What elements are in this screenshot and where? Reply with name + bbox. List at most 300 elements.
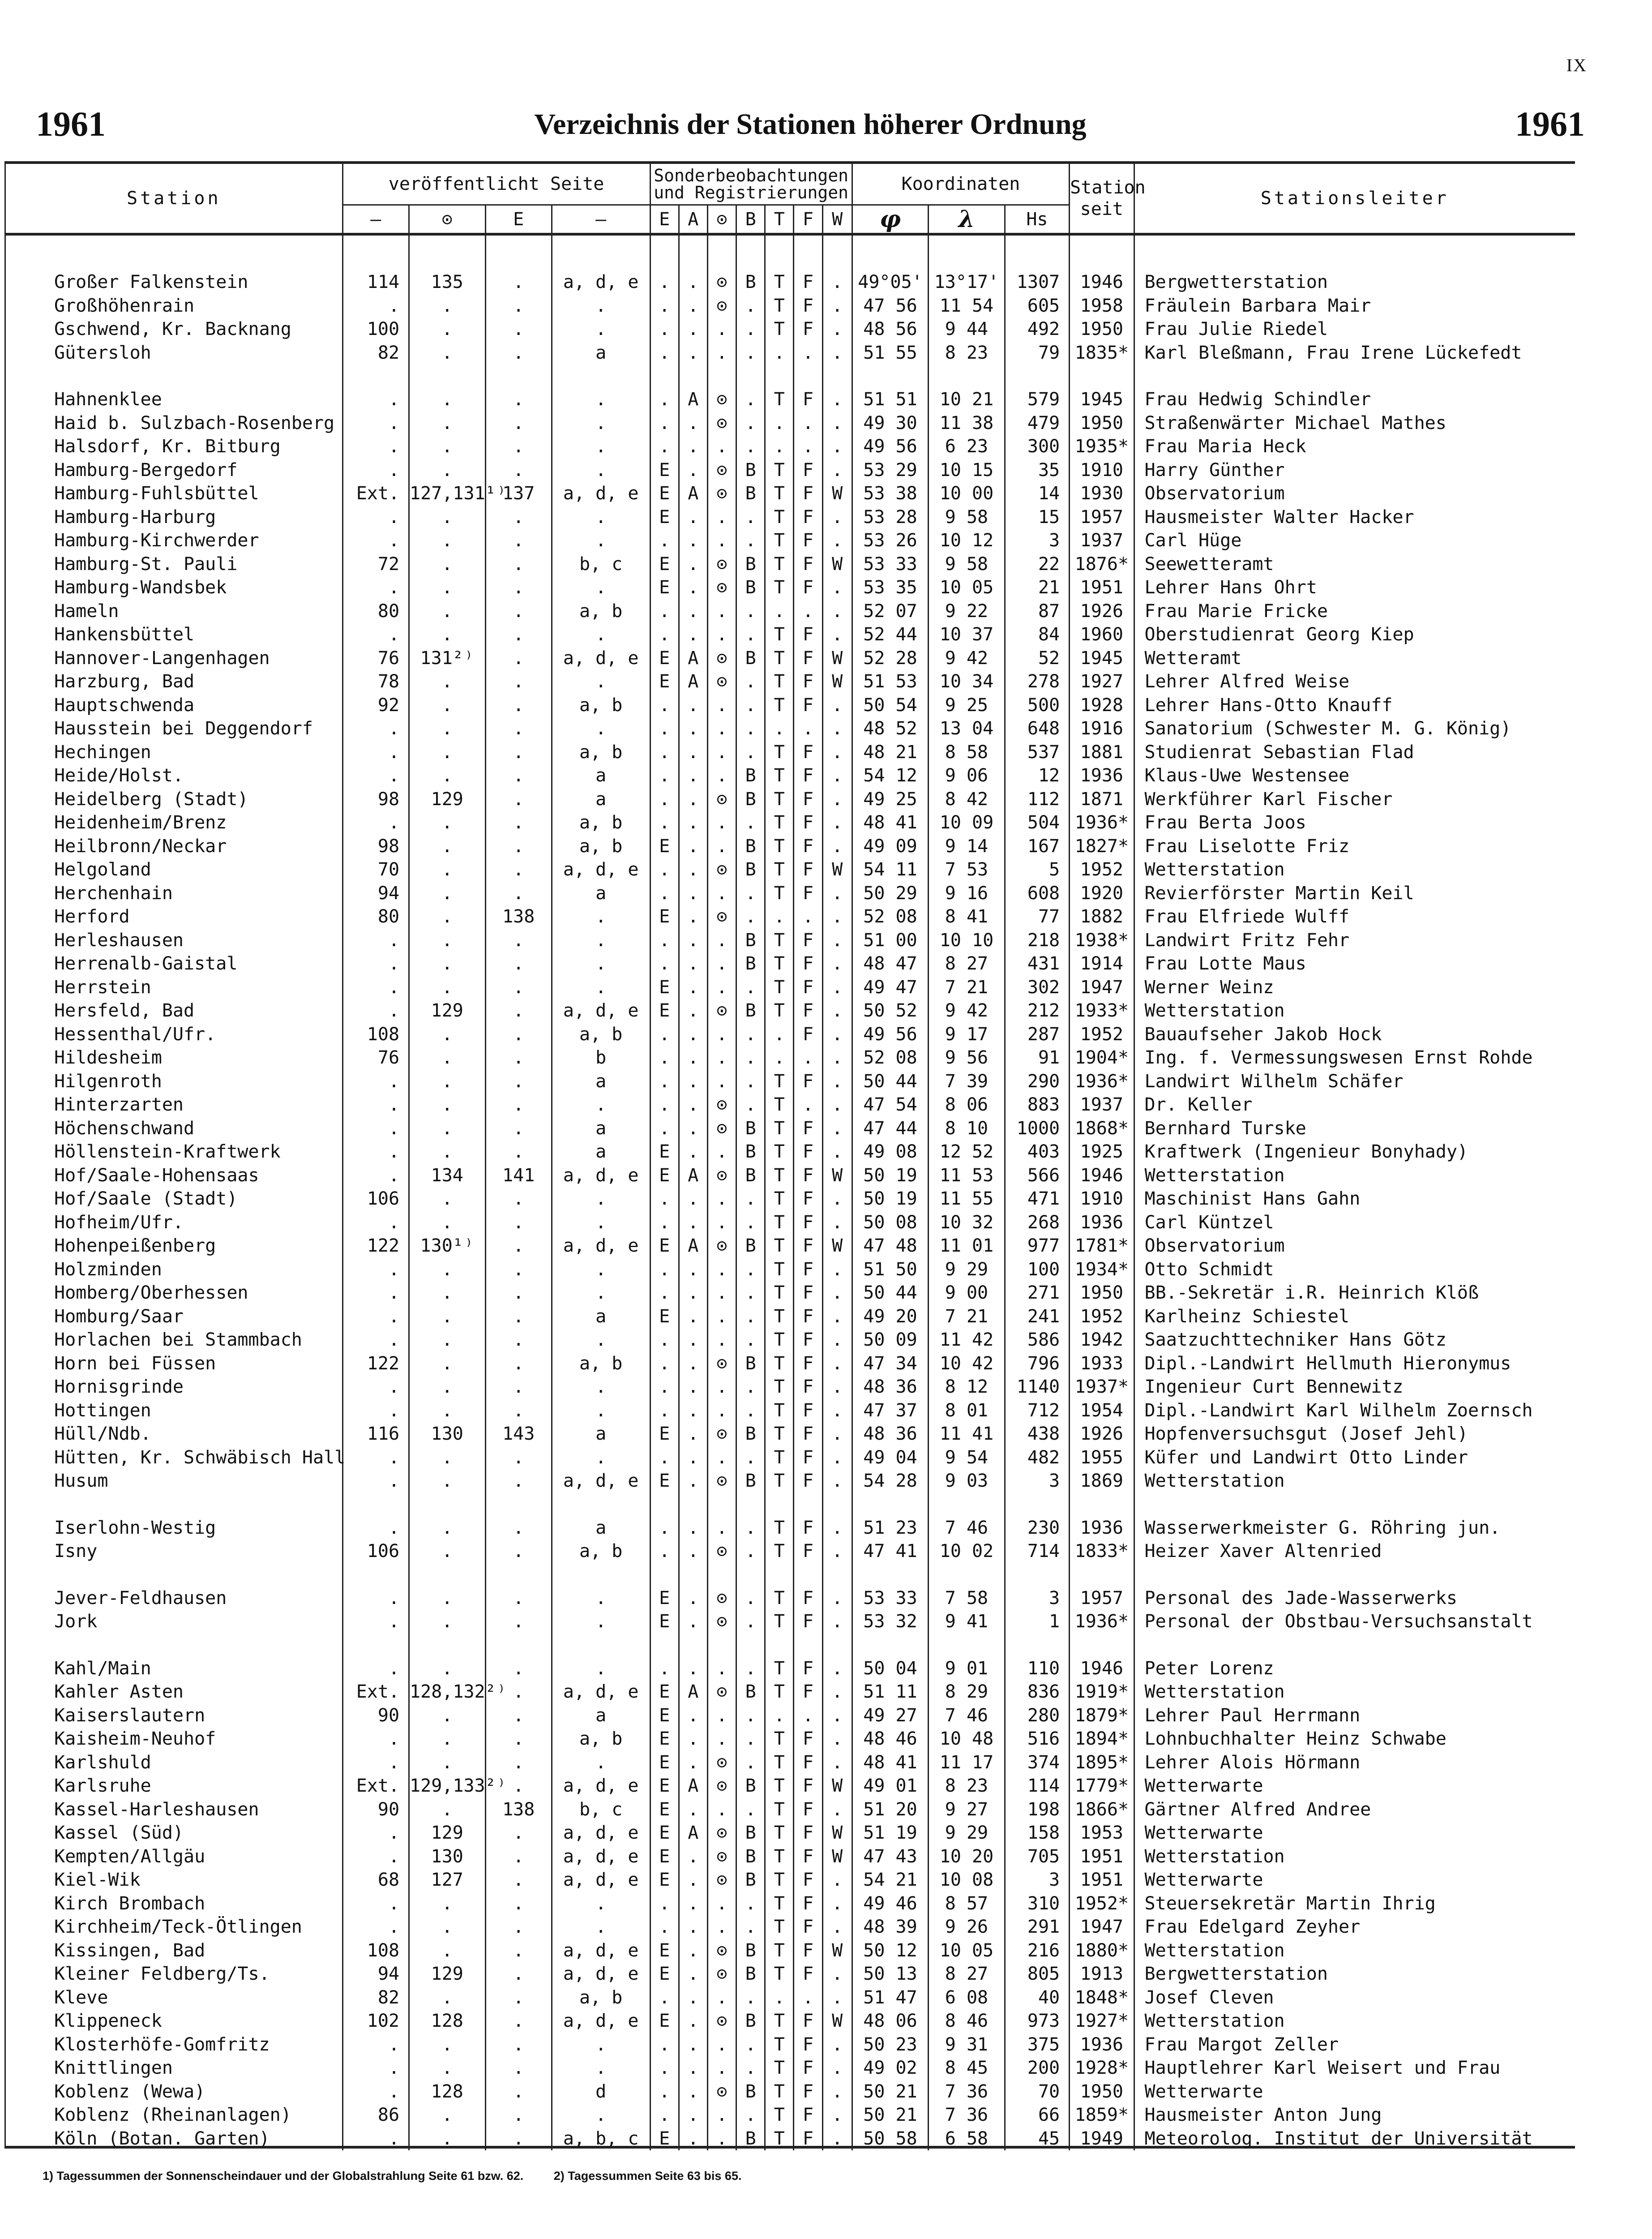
cell: . <box>679 2127 707 2151</box>
cell: . <box>736 1046 765 1070</box>
cell: B <box>736 1821 765 1845</box>
station-leader: Hopfenversuchsgut (Josef Jehl) <box>1144 1424 1468 1444</box>
cell: . <box>679 2033 707 2057</box>
cell: a, d, e <box>552 1234 650 1258</box>
cell: . <box>485 1986 552 2010</box>
cell: 302 <box>1005 976 1069 999</box>
cell: B <box>736 1422 765 1446</box>
cell: F <box>794 506 822 529</box>
cell: . <box>409 1892 485 1916</box>
cell: 1876* <box>1070 553 1134 576</box>
cell: . <box>409 1281 485 1305</box>
cell: . <box>765 1023 794 1047</box>
cell: . <box>822 623 852 647</box>
cell: . <box>409 2127 485 2151</box>
cell: . <box>650 1046 679 1070</box>
cell: . <box>650 858 679 882</box>
cell: . <box>342 2033 409 2057</box>
cell: F <box>794 1587 822 1610</box>
cell: ⊙ <box>707 647 736 670</box>
cell: 53 38 <box>852 482 928 506</box>
cell: F <box>794 1328 822 1352</box>
cell: . <box>679 811 707 835</box>
cell: . <box>679 1704 707 1728</box>
cell: a, d, e <box>552 1774 650 1798</box>
cell: 49 02 <box>852 2056 928 2080</box>
gap-row <box>6 1563 1575 1587</box>
cell: B <box>736 1680 765 1704</box>
table-row <box>6 1774 1575 1798</box>
cell: 128,132²⁾ <box>409 1680 485 1704</box>
cell: W <box>822 553 852 576</box>
cell: . <box>679 1140 707 1164</box>
cell: . <box>822 2103 852 2127</box>
cell: . <box>679 1258 707 1282</box>
station-leader: Bauaufseher Jakob Hock <box>1144 1024 1382 1045</box>
station-leader: Frau Elfriede Wulff <box>1144 906 1350 927</box>
cell: 10 05 <box>929 1939 1005 1963</box>
table-row <box>6 976 1575 999</box>
cell: 10 20 <box>929 1845 1005 1869</box>
cell: E <box>650 1140 679 1164</box>
cell: . <box>342 576 409 600</box>
cell: a <box>552 1422 650 1446</box>
table-row <box>6 741 1575 764</box>
cell: . <box>679 1187 707 1211</box>
cell: F <box>794 270 822 294</box>
cell: . <box>650 1375 679 1399</box>
cell: 1935* <box>1070 435 1134 459</box>
cell: . <box>707 1657 736 1681</box>
cell: F <box>794 2103 822 2127</box>
table-row <box>6 506 1575 529</box>
cell: ⊙ <box>707 1610 736 1634</box>
cell: 608 <box>1005 882 1069 905</box>
col-spec-f: F <box>794 205 822 235</box>
cell: 52 08 <box>852 905 928 929</box>
cell: 47 34 <box>852 1352 928 1376</box>
cell: 1933 <box>1070 1352 1134 1376</box>
cell: . <box>679 1939 707 1963</box>
cell: 134 <box>409 1164 485 1188</box>
cell: . <box>342 1375 409 1399</box>
cell: . <box>736 2103 765 2127</box>
cell: . <box>822 1211 852 1235</box>
cell: . <box>822 764 852 788</box>
cell: 9 58 <box>929 506 1005 529</box>
table-row <box>6 317 1575 341</box>
cell: T <box>765 764 794 788</box>
cell: . <box>409 1540 485 1563</box>
cell: . <box>485 741 552 764</box>
table-row <box>6 1915 1575 1939</box>
cell: . <box>409 341 485 365</box>
cell: . <box>707 1798 736 1822</box>
cell: . <box>485 1281 552 1305</box>
cell: B <box>736 1117 765 1141</box>
cell: . <box>650 694 679 717</box>
station-name: Harzburg, Bad <box>6 670 342 694</box>
cell: E <box>650 1939 679 1963</box>
cell: . <box>736 976 765 999</box>
station-name: Holzminden <box>6 1258 342 1282</box>
cell: . <box>736 1070 765 1094</box>
cell: . <box>552 1610 650 1634</box>
cell: . <box>794 600 822 623</box>
cell: . <box>822 741 852 764</box>
cell: T <box>765 1164 794 1188</box>
cell: 9 17 <box>929 1023 1005 1047</box>
cell: 714 <box>1005 1540 1069 1563</box>
cell: 127 <box>409 1868 485 1892</box>
cell: W <box>822 858 852 882</box>
station-name: Kahl/Main <box>6 1657 342 1681</box>
cell: . <box>707 1023 736 1047</box>
station-name: Heidenheim/Brenz <box>6 811 342 835</box>
cell: . <box>342 1610 409 1634</box>
cell: . <box>736 1587 765 1610</box>
station-name: Hütten, Kr. Schwäbisch Hall <box>6 1446 342 1470</box>
cell: T <box>765 976 794 999</box>
cell: . <box>736 1211 765 1235</box>
cell: . <box>342 388 409 412</box>
cell: . <box>822 1093 852 1117</box>
station-name: Hornisgrinde <box>6 1375 342 1399</box>
cell: . <box>765 717 794 741</box>
cell: 86 <box>342 2103 409 2127</box>
cell: . <box>679 1892 707 1916</box>
cell: . <box>707 435 736 459</box>
table-row <box>6 1352 1575 1376</box>
cell: 53 35 <box>852 576 928 600</box>
cell: 431 <box>1005 952 1069 976</box>
station-leader: Werner Weinz <box>1144 977 1274 998</box>
col-coordinates: Koordinaten <box>852 164 1069 205</box>
cell: . <box>409 1046 485 1070</box>
cell: 10 48 <box>929 1727 1005 1751</box>
cell: . <box>485 1962 552 1986</box>
cell: 796 <box>1005 1352 1069 1376</box>
cell: 79 <box>1005 341 1069 365</box>
cell: 1869 <box>1070 1469 1134 1493</box>
cell: . <box>679 1352 707 1376</box>
cell: . <box>409 1610 485 1634</box>
cell: . <box>794 1704 822 1728</box>
cell: . <box>552 1258 650 1282</box>
cell: ⊙ <box>707 1234 736 1258</box>
station-name: Kaiserslautern <box>6 1704 342 1728</box>
cell: . <box>342 1328 409 1352</box>
cell: . <box>342 1093 409 1117</box>
cell: a, d, e <box>552 1939 650 1963</box>
cell: . <box>409 1399 485 1423</box>
table-row <box>6 2080 1575 2104</box>
cell: A <box>679 482 707 506</box>
cell: . <box>485 717 552 741</box>
table-row <box>6 788 1575 811</box>
station-name: Jever-Feldhausen <box>6 1587 342 1610</box>
cell: . <box>707 764 736 788</box>
cell: a, b <box>552 694 650 717</box>
cell: T <box>765 1774 794 1798</box>
cell: F <box>794 647 822 670</box>
cell: 51 51 <box>852 388 928 412</box>
cell: . <box>679 1915 707 1939</box>
cell: . <box>409 1939 485 1963</box>
cell: ⊙ <box>707 1939 736 1963</box>
station-name: Herford <box>6 905 342 929</box>
table-row <box>6 1328 1575 1352</box>
cell: . <box>409 1657 485 1681</box>
table-row <box>6 1821 1575 1845</box>
cell: A <box>679 1234 707 1258</box>
cell: F <box>794 1540 822 1563</box>
cell: 1936 <box>1070 2033 1134 2057</box>
cell: ⊙ <box>707 1469 736 1493</box>
cell: . <box>409 1375 485 1399</box>
cell: 1927 <box>1070 670 1134 694</box>
cell: 9 26 <box>929 1915 1005 1939</box>
cell: B <box>736 576 765 600</box>
table-row <box>6 670 1575 694</box>
cell: . <box>822 1915 852 1939</box>
cell: . <box>679 1540 707 1563</box>
cell: 1950 <box>1070 1281 1134 1305</box>
table-row <box>6 2033 1575 2057</box>
cell: 76 <box>342 1046 409 1070</box>
cell: 11 42 <box>929 1328 1005 1352</box>
cell: . <box>409 1516 485 1540</box>
cell: . <box>822 1892 852 1916</box>
cell: 11 01 <box>929 1234 1005 1258</box>
cell: . <box>707 1915 736 1939</box>
cell: . <box>485 1187 552 1211</box>
cell: . <box>822 341 852 365</box>
cell: W <box>822 1939 852 1963</box>
cell: 51 50 <box>852 1258 928 1282</box>
cell: . <box>342 435 409 459</box>
cell: 1880* <box>1070 1939 1134 1963</box>
cell: F <box>794 2056 822 2080</box>
cell: T <box>765 1422 794 1446</box>
cell: . <box>409 1070 485 1094</box>
cell: 1928* <box>1070 2056 1134 2080</box>
station-leader: Werkführer Karl Fischer <box>1144 789 1393 810</box>
cell: . <box>707 1211 736 1235</box>
cell: 1947 <box>1070 976 1134 999</box>
cell: 51 00 <box>852 929 928 952</box>
cell: . <box>342 717 409 741</box>
cell: . <box>485 459 552 482</box>
cell: . <box>342 1117 409 1141</box>
cell: . <box>552 1399 650 1423</box>
cell: . <box>707 1328 736 1352</box>
cell: E <box>650 999 679 1023</box>
cell: a, b <box>552 1727 650 1751</box>
cell: 479 <box>1005 412 1069 435</box>
cell: 100 <box>342 317 409 341</box>
cell: . <box>485 1516 552 1540</box>
station-leader: Dipl.-Landwirt Karl Wilhelm Zoernsch <box>1144 1400 1533 1421</box>
cell: 11 41 <box>929 1422 1005 1446</box>
cell: F <box>794 1727 822 1751</box>
cell: 1881 <box>1070 741 1134 764</box>
cell: . <box>485 1774 552 1798</box>
cell: . <box>409 1587 485 1610</box>
cell: T <box>765 1399 794 1423</box>
cell: 1952 <box>1070 1305 1134 1329</box>
cell: B <box>736 1774 765 1798</box>
cell: 106 <box>342 1540 409 1563</box>
cell: . <box>552 1892 650 1916</box>
table-row <box>6 2056 1575 2080</box>
cell: F <box>794 1610 822 1634</box>
cell: 7 46 <box>929 1516 1005 1540</box>
cell: . <box>822 1727 852 1751</box>
cell: T <box>765 576 794 600</box>
cell: 15 <box>1005 506 1069 529</box>
cell: A <box>679 1821 707 1845</box>
col-spec-t: T <box>765 205 794 235</box>
station-name: Iserlohn-Westig <box>6 1516 342 1540</box>
cell: 11 17 <box>929 1751 1005 1775</box>
cell: ⊙ <box>707 1680 736 1704</box>
cell: E <box>650 2127 679 2151</box>
cell: . <box>822 1187 852 1211</box>
cell: . <box>342 1281 409 1305</box>
cell: . <box>485 1821 552 1845</box>
cell: 268 <box>1005 1211 1069 1235</box>
cell: 1927* <box>1070 2009 1134 2033</box>
cell: 9 56 <box>929 1046 1005 1070</box>
cell: 579 <box>1005 388 1069 412</box>
cell: . <box>679 882 707 905</box>
cell: 3 <box>1005 1868 1069 1892</box>
station-leader: Lehrer Hans Ohrt <box>1144 577 1317 598</box>
cell: . <box>485 1258 552 1282</box>
cell: . <box>650 2056 679 2080</box>
cell: 1930 <box>1070 482 1134 506</box>
cell: . <box>736 600 765 623</box>
cell: . <box>485 2103 552 2127</box>
cell: T <box>765 1680 794 1704</box>
cell: 51 53 <box>852 670 928 694</box>
cell: . <box>342 506 409 529</box>
cell: . <box>650 600 679 623</box>
cell: 130¹⁾ <box>409 1234 485 1258</box>
cell: T <box>765 1187 794 1211</box>
cell: . <box>485 976 552 999</box>
gap-row <box>6 1493 1575 1516</box>
cell: F <box>794 1211 822 1235</box>
cell: . <box>822 1070 852 1094</box>
cell: . <box>650 2080 679 2104</box>
cell: 128 <box>409 2080 485 2104</box>
cell: F <box>794 1516 822 1540</box>
cell: . <box>552 506 650 529</box>
cell: 50 21 <box>852 2103 928 2127</box>
table-row <box>6 1986 1575 2010</box>
cell: . <box>679 1727 707 1751</box>
cell: T <box>765 1657 794 1681</box>
cell: . <box>650 929 679 952</box>
table-row <box>6 529 1575 553</box>
cell: 200 <box>1005 2056 1069 2080</box>
cell: . <box>707 623 736 647</box>
cell: 1957 <box>1070 506 1134 529</box>
cell: . <box>552 1093 650 1117</box>
cell: . <box>409 1704 485 1728</box>
cell: 7 46 <box>929 1704 1005 1728</box>
cell: . <box>342 1469 409 1493</box>
cell: F <box>794 1657 822 1681</box>
cell: . <box>409 553 485 576</box>
cell: . <box>409 1117 485 1141</box>
cell: . <box>679 835 707 858</box>
cell: . <box>679 1516 707 1540</box>
cell: E <box>650 1798 679 1822</box>
cell: . <box>650 412 679 435</box>
cell: . <box>485 1469 552 1493</box>
col-pub-sun: ⊙ <box>409 205 485 235</box>
table-row <box>6 1868 1575 1892</box>
cell: 49 25 <box>852 788 928 811</box>
cell: . <box>707 341 736 365</box>
station-name: Hameln <box>6 600 342 623</box>
cell: . <box>485 811 552 835</box>
cell: a, d, e <box>552 647 650 670</box>
station-name: Hinterzarten <box>6 1093 342 1117</box>
cell: 11 38 <box>929 412 1005 435</box>
cell: T <box>765 811 794 835</box>
cell: 375 <box>1005 2033 1069 2057</box>
cell: a <box>552 1704 650 1728</box>
cell: . <box>485 1587 552 1610</box>
cell: T <box>765 882 794 905</box>
table-row <box>6 1610 1575 1634</box>
station-leader: Wetterstation <box>1144 859 1285 880</box>
cell: . <box>679 317 707 341</box>
cell: T <box>765 1140 794 1164</box>
page-number: IX <box>1566 55 1587 75</box>
cell: F <box>794 764 822 788</box>
cell: . <box>485 1328 552 1352</box>
station-leader: Lehrer Alfred Weise <box>1144 671 1350 692</box>
cell: E <box>650 1610 679 1634</box>
cell: 1894* <box>1070 1727 1134 1751</box>
cell: 1952 <box>1070 858 1134 882</box>
table-row <box>6 858 1575 882</box>
cell: 68 <box>342 1868 409 1892</box>
cell: . <box>765 1986 794 2010</box>
cell: F <box>794 1446 822 1470</box>
cell: . <box>679 1399 707 1423</box>
cell: . <box>342 294 409 318</box>
cell: . <box>409 1751 485 1775</box>
cell: . <box>822 2033 852 2057</box>
cell: 9 29 <box>929 1258 1005 1282</box>
table-row <box>6 482 1575 506</box>
cell: a, d, e <box>552 1868 650 1892</box>
cell: ⊙ <box>707 1751 736 1775</box>
cell: . <box>342 1821 409 1845</box>
cell: 22 <box>1005 553 1069 576</box>
cell: 78 <box>342 670 409 694</box>
cell: B <box>736 1469 765 1493</box>
cell: 10 37 <box>929 623 1005 647</box>
cell: . <box>822 717 852 741</box>
cell: 9 41 <box>929 1610 1005 1634</box>
